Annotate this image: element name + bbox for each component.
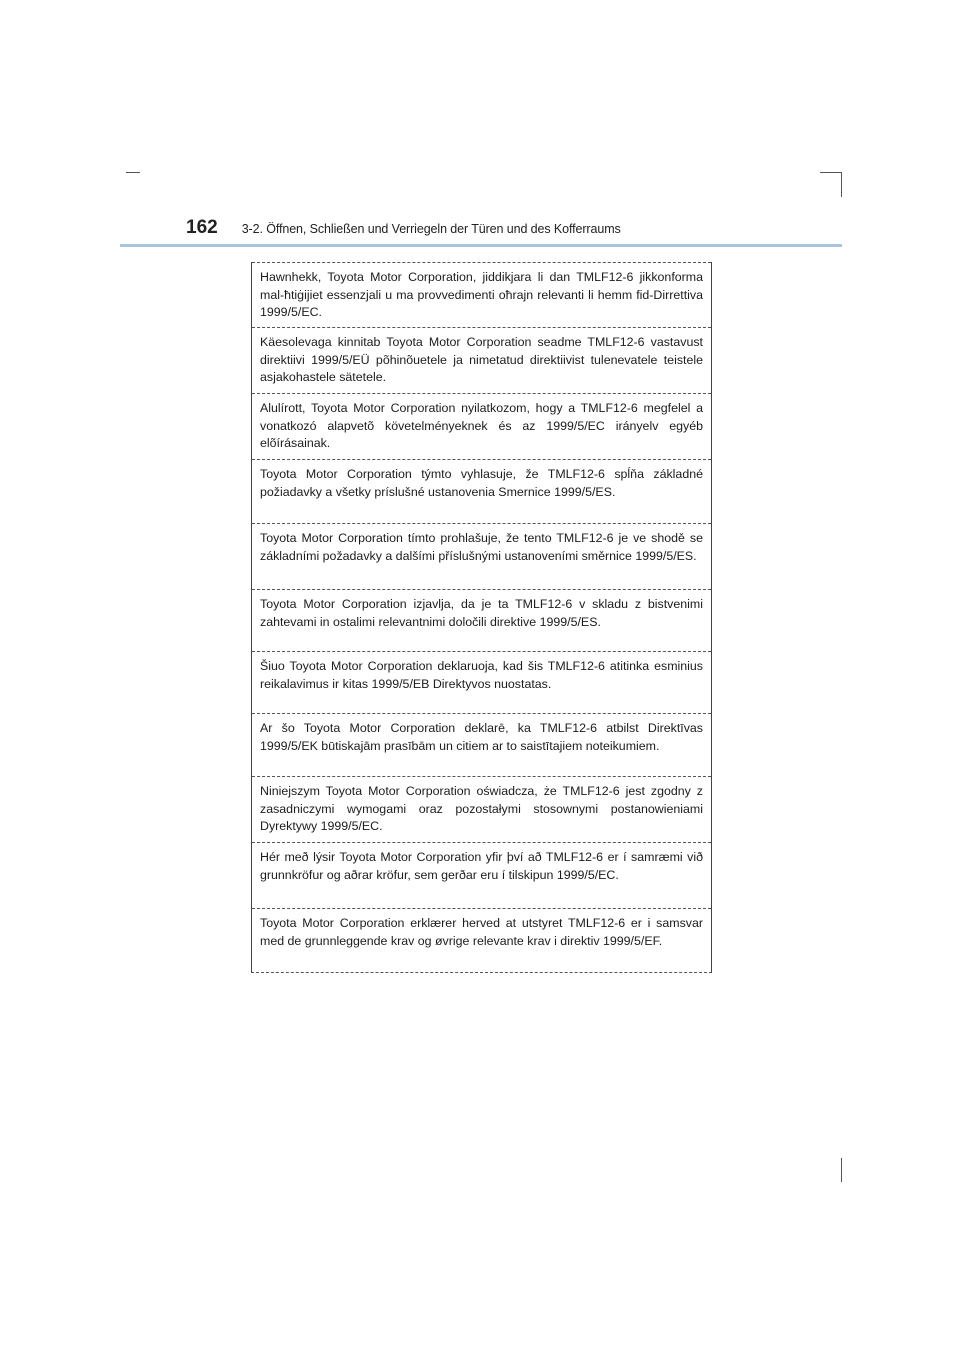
declaration-text: Toyota Motor Corporation izjavlja, da je ta TMLF12-6 v skladu z bistvenimi zahtevami in ostalimi relevantnimi določili direktive 1999/5/ES. (260, 597, 703, 629)
declaration-text: Hawnhekk, Toyota Motor Corporation, jiddikjara li dan TMLF12-6 jikkonforma mal-ħtiġijiet essenzjali u ma provvedimenti oħrajn relevanti li hemm fid-Dirrettiva 1999/5/EC. (260, 270, 703, 320)
declaration-estonian (252, 327, 711, 393)
declaration-text: Toyota Motor Corporation tímto prohlašuje, že tento TMLF12-6 je ve shodě se základními požadavky a dalšími příslušnými ustanoveními směrnice 1999/5/ES. (260, 531, 703, 563)
crop-mark-top-left (126, 172, 140, 173)
declaration-lithuanian (252, 651, 711, 713)
declaration-text: Toyota Motor Corporation týmto vyhlasuje, že TMLF12-6 spĺňa základné požiadavky a všetky príslušné ustanovenia Smernice 1999/5/ES. (260, 467, 703, 499)
declaration-czech (252, 523, 711, 589)
page-header (186, 217, 656, 245)
declaration-text: Käesolevaga kinnitab Toyota Motor Corporation seadme TMLF12-6 vastavust direktiivi 1999/5/EÜ põhinõuetele ja nimetatud direktiivist tulenevatele teistele asjakohastele sätetele. (260, 335, 703, 385)
declaration-text: Šiuo Toyota Motor Corporation deklaruoja, kad šis TMLF12-6 atitinka esminius reikalavimus ir kitas 1999/5/EB Direktyvos nuostatas. (260, 659, 703, 691)
declaration-icelandic (252, 842, 711, 908)
declaration-text: Niniejszym Toyota Motor Corporation oświadcza, że TMLF12-6 jest zgodny z zasadniczymi wymogami oraz pozostałymi stosownymi postanowieniami Dyrektywy 1999/5/EC. (260, 784, 703, 834)
declaration-slovak (252, 459, 711, 523)
declaration-text: Ar šo Toyota Motor Corporation deklarē, ka TMLF12-6 atbilst Direktīvas 1999/5/EK būtiskajām prasībām un citiem ar to saistītajiem noteikumiem. (260, 721, 703, 753)
crop-mark-top-right-horizontal (820, 172, 842, 173)
declaration-hungarian (252, 393, 711, 459)
page-number: 162 (186, 217, 218, 238)
section-title: 3-2. Öffnen, Schließen und Verriegeln der Türen und des Kofferraums (241, 222, 621, 236)
declaration-list (251, 262, 712, 973)
crop-mark-top-right-vertical (841, 172, 842, 197)
declaration-text: Toyota Motor Corporation erklærer herved at utstyret TMLF12-6 er i samsvar med de grunnleggende krav og øvrige relevante krav i direktiv 1999/5/EF. (260, 916, 703, 948)
declaration-latvian (252, 713, 711, 776)
declaration-maltese (252, 262, 711, 327)
crop-mark-bottom-right (841, 1158, 842, 1182)
declaration-text: Alulírott, Toyota Motor Corporation nyilatkozom, hogy a TMLF12-6 megfelel a vonatkozó alapvetõ követelményeknek és az 1999/5/EC irányelv egyéb elõírásainak. (260, 401, 703, 451)
declaration-text: Hér með lýsir Toyota Motor Corporation yfir því að TMLF12-6 er í samræmi við grunnkröfur og aðrar kröfur, sem gerðar eru í tilskipun 1999/5/EC. (260, 850, 703, 882)
header-rule (120, 244, 842, 247)
declaration-polish (252, 776, 711, 842)
declaration-slovenian (252, 589, 711, 651)
declaration-norwegian (252, 908, 711, 972)
